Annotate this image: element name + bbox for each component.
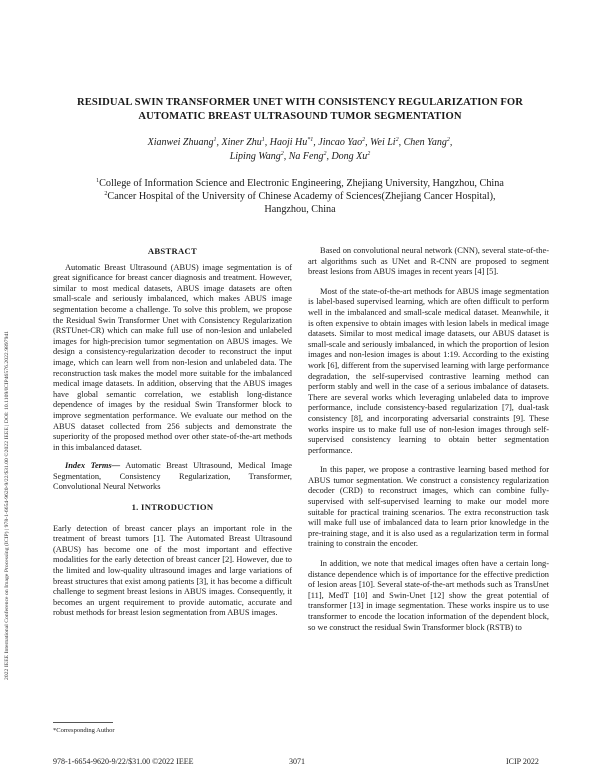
author-list xyxy=(60,136,540,163)
author-sup: 2 xyxy=(280,150,284,157)
author-sup: 2 xyxy=(323,150,327,157)
footer-conference: ICIP 2022 xyxy=(506,757,539,766)
footnote: *Corresponding Author xyxy=(53,727,115,734)
right-column xyxy=(308,246,549,642)
introduction-text: Early detection of breast cancer plays an important role in the treatment of breast tumors [1]. The Automated Breast Ultrasound (ABUS) has become one of the most important and effective modalities for the early detection of breast cancer [2]. However, due to the limited and low-quality ultrasound images and large variations of breast structures that exist among patients [3], it has become a difficult challenge to segment breast lesions in ABUS images. Consequently, it becomes an urgent requirement to provide automatic, accurate and robust methods for breast lesion segmentation from ABUS images. xyxy=(53,523,292,618)
affiliation-2: $^2$Cancer Hospital of the University of Chinese Academy of Sciences(Zhejiang Cancer Hospital), xyxy=(104,190,496,202)
author-name: Chen Yang xyxy=(403,137,447,148)
author-name: Haoji Hu xyxy=(269,137,308,148)
body-paragraph-2: Most of the state-of-the-art methods for ABUS image segmentation is label-based supervised learning, which are often difficult to perform well in the imbalanced and small-scale medical dataset. Meanwhile, it is often expensive to obtain images with lesion labels in medical image datasets. Similar to most medical image datasets, our ABUS dataset is small-scale and seriously imbalanced, in which the proportion of lesion images and non-lesion images is about 1:19. According to the existing work [6], different from the supervised learning with large performance degradation, the self-supervised contrastive learning method can perform stably and well in the case of a serious imbalance of datasets. There are several works which leveraging unlabeled data to improve performance, include consistency-based regularization [7], dual-task consistency [8], and incorporating adversarial constraints [9]. These works inspire us to make full use of non-lesion images through self-supervised consistency learning to obtain better segmentation performance. xyxy=(308,286,549,455)
index-terms xyxy=(53,461,292,493)
body-paragraph-3: In this paper, we propose a contrastive learning based method for ABUS tumor segmentation. We construct a consistency regularization decoder (CRD) to reconstruct images, which can combine fully-supervised with self-supervised learning to make our model more suitable for practical training scenarios. The extra reconstruction task will make full use of imbalanced data to learn prior knowledge in the pre-training stage, and it is also used as a regularization term in formal training to constrain the encoder. xyxy=(308,465,549,549)
author-name: Jincao Yao xyxy=(318,137,363,148)
author-sup: 2 xyxy=(446,137,450,143)
title-line-2: AUTOMATIC BREAST ULTRASOUND TUMOR SEGMENTATION xyxy=(138,110,462,122)
author-sup: *1 xyxy=(307,137,314,143)
author-sup: 2 xyxy=(367,150,371,157)
abstract-text: Automatic Breast Ultrasound (ABUS) image segmentation is of great significance for breast cancer diagnosis and treatment. However, similar to most medical datasets, ABUS image datasets are often small-scale and seriously imbalanced, which makes ABUS image segmentation become a challenge. To solve this problem, we propose the Residual Swin Transformer Unet with Consistency Regularization (RSTUnet-CR) which can make full use of non-lesion and unlabeled images for high-precision tumor segmentation on ABUS images. We design a consistency-regularization decoder to reconstruct the input image, which can learn well from non-lesion and unlabeled data. The reconstruction task makes the model more suitable for the imbalanced medical image datasets. In addition, observing that the ABUS images have global semantic correlation, we establish long-distance dependence of images by the residual Swin Transformer block to improve segmentation performance. We evaluate our method on the ABUS dataset collected from 256 subjects and demonstrate the superiority of the proposed method over other state-of-the-art methods in this imbalanced dataset. xyxy=(53,262,292,452)
affiliation-1: $^1$College of Information Science and Electronic Engineering, Zhejiang University, Hangzhou, China xyxy=(96,178,504,189)
page-number: 3071 xyxy=(289,757,305,766)
side-citation-text: 2022 IEEE International Conference on Image Processing (ICIP) | 978-1-6654-9620-9/22/$31.00 ©2022 IEEE | DOI: 10.1109/ICIP46576.2022.9897941 xyxy=(4,330,10,680)
author-sup: 1 xyxy=(261,137,265,143)
footer-isbn: 978-1-6654-9620-9/22/$31.00 ©2022 IEEE xyxy=(53,757,194,766)
paper-title xyxy=(50,96,550,123)
author-name: Wei Li xyxy=(370,137,396,148)
index-terms-label: Index Terms— xyxy=(65,461,121,471)
abstract-heading: ABSTRACT xyxy=(147,246,198,256)
author-sup: 1 xyxy=(213,137,217,143)
affiliation-2-city: Hangzhou, China xyxy=(264,203,336,215)
authors-line-1: Xianwei Zhuang$^1$, Xiner Zhu$^1$, Haoji Hu$^{*1}$, Jincao Yao$^2$, Wei Li$^2$, Chen Yang$^2$, xyxy=(147,137,453,148)
author-name: Liping Wang xyxy=(229,150,281,162)
authors-line-2: Liping Wang$^2$, Na Feng$^2$, Dong Xu$^2$ xyxy=(229,150,371,162)
title-line-1: RESIDUAL SWIN TRANSFORMER UNET WITH CONSISTENCY REGULARIZATION FOR xyxy=(76,97,524,108)
author-sup: 2 xyxy=(395,137,399,143)
author-name: Xianwei Zhuang xyxy=(147,137,214,148)
side-citation-strip xyxy=(4,120,14,680)
author-name: Na Feng xyxy=(288,150,324,162)
left-column xyxy=(53,246,292,621)
affiliations xyxy=(40,178,560,216)
body-paragraph-1: Based on convolutional neural network (CNN), several state-of-the-art algorithms such as UNet and R-CNN are proposed to segment breast lesions from ABUS images in recent years [4] [5]. xyxy=(308,246,549,277)
footnote-divider xyxy=(53,722,113,723)
index-terms-text: Automatic Breast Ultrasound, Medical Image Segmentation, Consistency Regularization, Transformer, Convolutional Neural Networks xyxy=(53,461,292,492)
author-sup: 2 xyxy=(362,137,366,143)
body-paragraph-4: In addition, we note that medical images often have a certain long-distance dependence which is of importance for the effective prediction of lesion areas [10]. Several state-of-the-art methods such as TransUnet [11], MedT [10] and Swin-Unet [12] show the great potential of transformer [13] in image segmentation. These works inspire us to use transformer to encode the location information of the dependent block, so we construct the residual Swin Transformer block (RSTB) to xyxy=(308,559,549,632)
introduction-heading: 1. INTRODUCTION xyxy=(131,502,214,513)
author-name: Dong Xu xyxy=(331,150,368,162)
author-name: Xiner Zhu xyxy=(221,137,262,148)
